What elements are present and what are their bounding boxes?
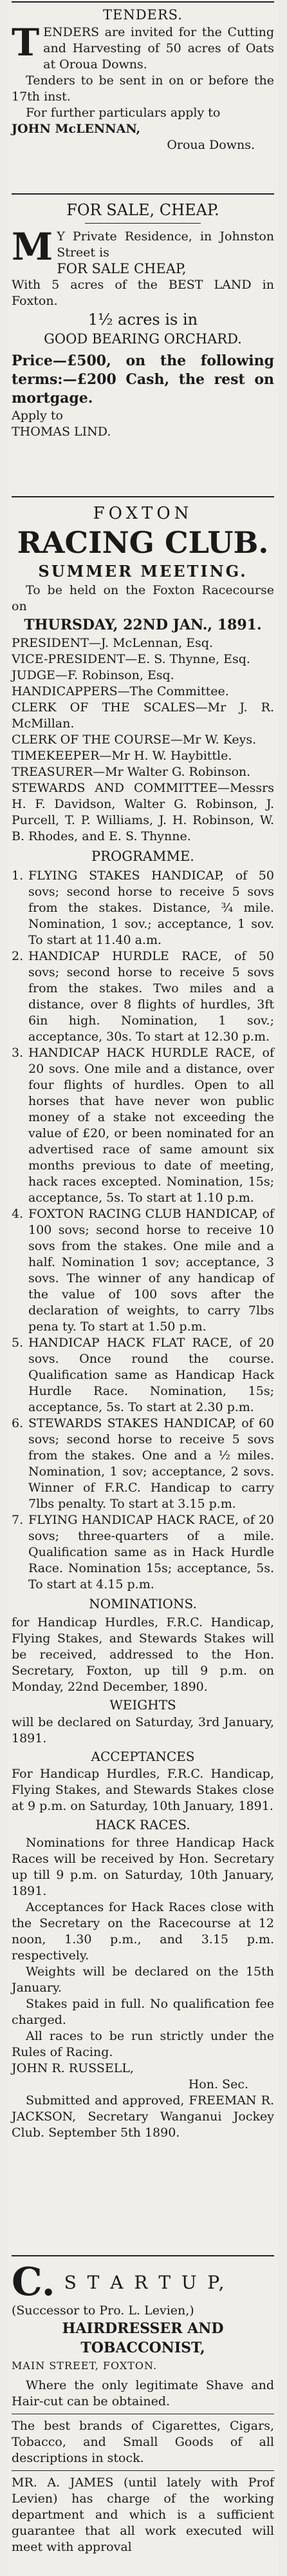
startup-name: S T A R T U P,	[64, 2271, 227, 2293]
item-text: FLYING STAKES HANDICAP, of 50 sovs; second horse to receive 5 sovs from the stakes. Distance, ¾ mile. Nomination, 1 sov.; acceptance, 1 sov. To start at 11.40 a.m.	[28, 869, 274, 947]
official-treasurer: TREASURER—Mr Walter G. Robinson.	[12, 765, 251, 779]
hack-text: All races to be run strictly under the Rules of Racing.	[12, 2029, 274, 2059]
startup-where: Where the only legitimate Shave and Hair-cut can be obtained.	[12, 2378, 274, 2408]
item-number: 5.	[12, 1336, 24, 1350]
tenders-heading: TENDERS.	[102, 7, 183, 23]
acceptances-text: For Handicap Hurdles, F.R.C. Handicap, Flying Stakes, and Stewards Stakes close at 9 p.m. on Saturday, 10th January, 1891.	[12, 1767, 274, 1813]
startup-james: MR. A. JAMES (until lately with Prof Levien) has charge of the working department and which is a sufficient guarantee that all work executed will meet with approval	[12, 2475, 274, 2554]
tenders-apply: For further particulars apply to	[26, 106, 221, 120]
sale-apply: Apply to	[12, 409, 63, 423]
startup-trade: HAIRDRESSER AND TOBACCONIST,	[62, 2320, 224, 2356]
programme-item	[12, 1512, 274, 1593]
drop-cap: T	[12, 21, 40, 64]
official-vice-president: VICE-PRESIDENT—E. S. Thynne, Esq.	[12, 652, 250, 666]
racing-foxton: FOXTON	[93, 504, 193, 523]
hack-text: Weights will be declared on the 15th January.	[12, 1965, 274, 1995]
programme-item	[12, 1416, 274, 1512]
programme-item	[12, 868, 274, 948]
item-text: HANDICAP HACK HURDLE RACE, of 20 sovs. One mile and a distance, over four flights of hurdles. Open to all horses that have never won public money of a stake not exceeding the value of £20, or been nominated for an advertised race of same amount six months previous to date of meeting, hack races excepted. Nomination, 15s; acceptance, 5s. To start at 1.10 p.m.	[28, 1046, 274, 1205]
official-timekeeper: TIMEKEEPER—Mr H. W. Haybittle.	[12, 749, 232, 763]
startup-header	[12, 2262, 274, 2303]
hack-text: Nominations for three Handicap Hack Races will be received by Hon. Secretary up till 9 p.m. on Saturday, 10th January, 1891.	[12, 1836, 274, 1898]
for-sale-ad	[8, 193, 278, 440]
startup-ad	[8, 2255, 278, 2555]
item-text: FLYING HANDICAP HACK RACE, of 20 sovs; three-quarters of a mile. Qualification same as in Hack Hurdle Race. Nomination 15s; acceptance, 5s. To start at 4.15 p.m.	[28, 1513, 274, 1591]
hack-races-heading: HACK RACES.	[95, 1817, 190, 1832]
tenders-body: TENDERS are invited for the Cutting and Harvesting of 50 acres of Oats at Oroua Downs.	[12, 21, 274, 72]
item-text: FOXTON RACING CLUB HANDICAP, of 100 sovs; second horse to receive 10 sovs from the stakes. One mile and a half. Nomination 1 sov; acceptance, 3 sovs. The winner of any handicap of the value of 100 sovs after the declaration of weights, to carry 7lbs pena ty. To start at 1.50 p.m.	[28, 1207, 274, 1334]
sale-with-land: With 5 acres of the BEST LAND in Foxton.	[12, 278, 274, 308]
startup-street: MAIN STREET, FOXTON.	[12, 2360, 158, 2372]
nominations-text: for Handicap Hurdles, F.R.C. Handicap, Flying Stakes, and Stewards Stakes will be received, addressed to the Hon. Secretary, Foxton, up till 9 p.m. on Monday, 22nd December, 1890.	[12, 1615, 274, 1694]
tenders-name: JOHN McLENNAN,	[12, 122, 141, 136]
item-number: 1.	[12, 869, 24, 883]
startup-brands: The best brands of Cigarettes, Cigars, Tobacco, and Small Goods of all descriptions in stock.	[12, 2419, 274, 2465]
secretary-title: Hon. Sec.	[188, 2077, 248, 2091]
hack-text: Acceptances for Hack Races close with the Secretary on the Racecourse at 12 noon, 1.30 p.m., and 3.15 p.m. respectively.	[12, 1900, 274, 1963]
sale-acres: 1½ acres is in	[88, 311, 198, 329]
nominations-heading: NOMINATIONS.	[89, 1596, 197, 1611]
official-clerk-course: CLERK OF THE COURSE—Mr W. Keys.	[12, 733, 257, 747]
startup-initial: C.	[12, 2260, 55, 2305]
item-number: 7.	[12, 1513, 24, 1527]
sale-orchard: GOOD BEARING ORCHARD.	[44, 331, 242, 347]
racing-date: THURSDAY, 22ND JAN., 1891.	[24, 617, 262, 633]
racing-title: RACING CLUB.	[17, 525, 269, 560]
secretary-name: JOHN R. RUSSELL,	[12, 2061, 134, 2075]
divider	[12, 2470, 274, 2471]
official-judge: JUDGE—F. Robinson, Esq.	[12, 668, 174, 682]
tenders-ad	[8, 1, 278, 153]
racing-held: To be held on the Foxton Racecourse on	[12, 583, 274, 613]
item-text: HANDICAP HURDLE RACE, of 50 sovs; second horse to receive 5 sovs from the stakes. Two miles and a distance, over 8 flights of hurdles, 3ft 6in high. Nomination, 1 sov.; acceptance, 30s. To start at 12.30 p.m.	[28, 949, 274, 1044]
programme-item	[12, 1206, 274, 1335]
divider	[85, 223, 201, 224]
official-president: PRESIDENT—J. McLennan, Esq.	[12, 636, 213, 650]
divider	[12, 2255, 274, 2256]
item-number: 2.	[12, 949, 24, 963]
drop-cap: M	[12, 225, 53, 269]
approval-text: Submitted and approved, FREEMAN R. JACKSON, Secretary Wanganui Jockey Club. September 5th 1890.	[12, 2093, 274, 2140]
for-sale-heading: FOR SALE, CHEAP.	[66, 201, 219, 219]
newspaper-column	[8, 0, 278, 2576]
divider	[12, 496, 274, 497]
tenders-deadline: Tenders to be sent in on or before the 17th inst.	[12, 73, 274, 104]
item-number: 3.	[12, 1046, 24, 1060]
sale-for-sale: FOR SALE CHEAP,	[57, 261, 187, 276]
sale-name: THOMAS LIND.	[12, 425, 111, 439]
item-number: 4.	[12, 1207, 24, 1221]
weights-text: will be declared on Saturday, 3rd January, 1891.	[12, 1715, 274, 1745]
sale-price: Price—£500, on the following terms:—£200 Cash, the rest on mortgage.	[12, 352, 274, 407]
programme-item	[12, 1335, 274, 1416]
divider	[12, 193, 274, 195]
programme-heading: PROGRAMME.	[91, 849, 194, 864]
tenders-place: Oroua Downs.	[167, 138, 255, 152]
divider	[12, 1, 274, 3]
stewards: STEWARDS AND COMMITTEE—Messrs H. F. Davidson, Walter G. Robinson, J. Purcell, T. P. Williams, J. H. Robinson, W. B. Rhodes, and E. S. Thynne.	[12, 781, 274, 843]
weights-heading: WEIGHTS	[109, 1697, 176, 1713]
official-handicappers: HANDICAPPERS—The Committee.	[12, 684, 229, 698]
programme-item	[12, 948, 274, 1045]
official-clerk-scales: CLERK OF THE SCALES—Mr J. R. McMillan.	[12, 700, 274, 731]
racing-club-ad	[8, 496, 278, 2141]
item-number: 6.	[12, 1416, 24, 1430]
item-text: HANDICAP HACK FLAT RACE, of 20 sovs. Once round the course. Qualification same as Handicap Hack Hurdle Race. Nomination, 15s; acceptance, 5s. To start at 2.30 p.m.	[28, 1336, 274, 1414]
item-text: STEWARDS STAKES HANDICAP, of 60 sovs; second horse to receive 5 sovs from the stakes. One and a ½ miles. Nomination, 1 sov; acceptance, 2 sovs. Winner of F.R.C. Handicap to carry 7lbs penalty. To start at 3.15 p.m.	[28, 1416, 274, 1511]
programme-item	[12, 1045, 274, 1206]
hack-text: Stakes paid in full. No qualification fee charged.	[12, 1997, 274, 2027]
startup-successor: (Successor to Pro. L. Levien,)	[12, 2303, 194, 2318]
racing-meeting: SUMMER MEETING.	[38, 562, 248, 581]
sale-intro: M Y Private Residence, in Johnston Street is	[12, 225, 274, 269]
acceptances-heading: ACCEPTANCES	[91, 1749, 195, 1764]
